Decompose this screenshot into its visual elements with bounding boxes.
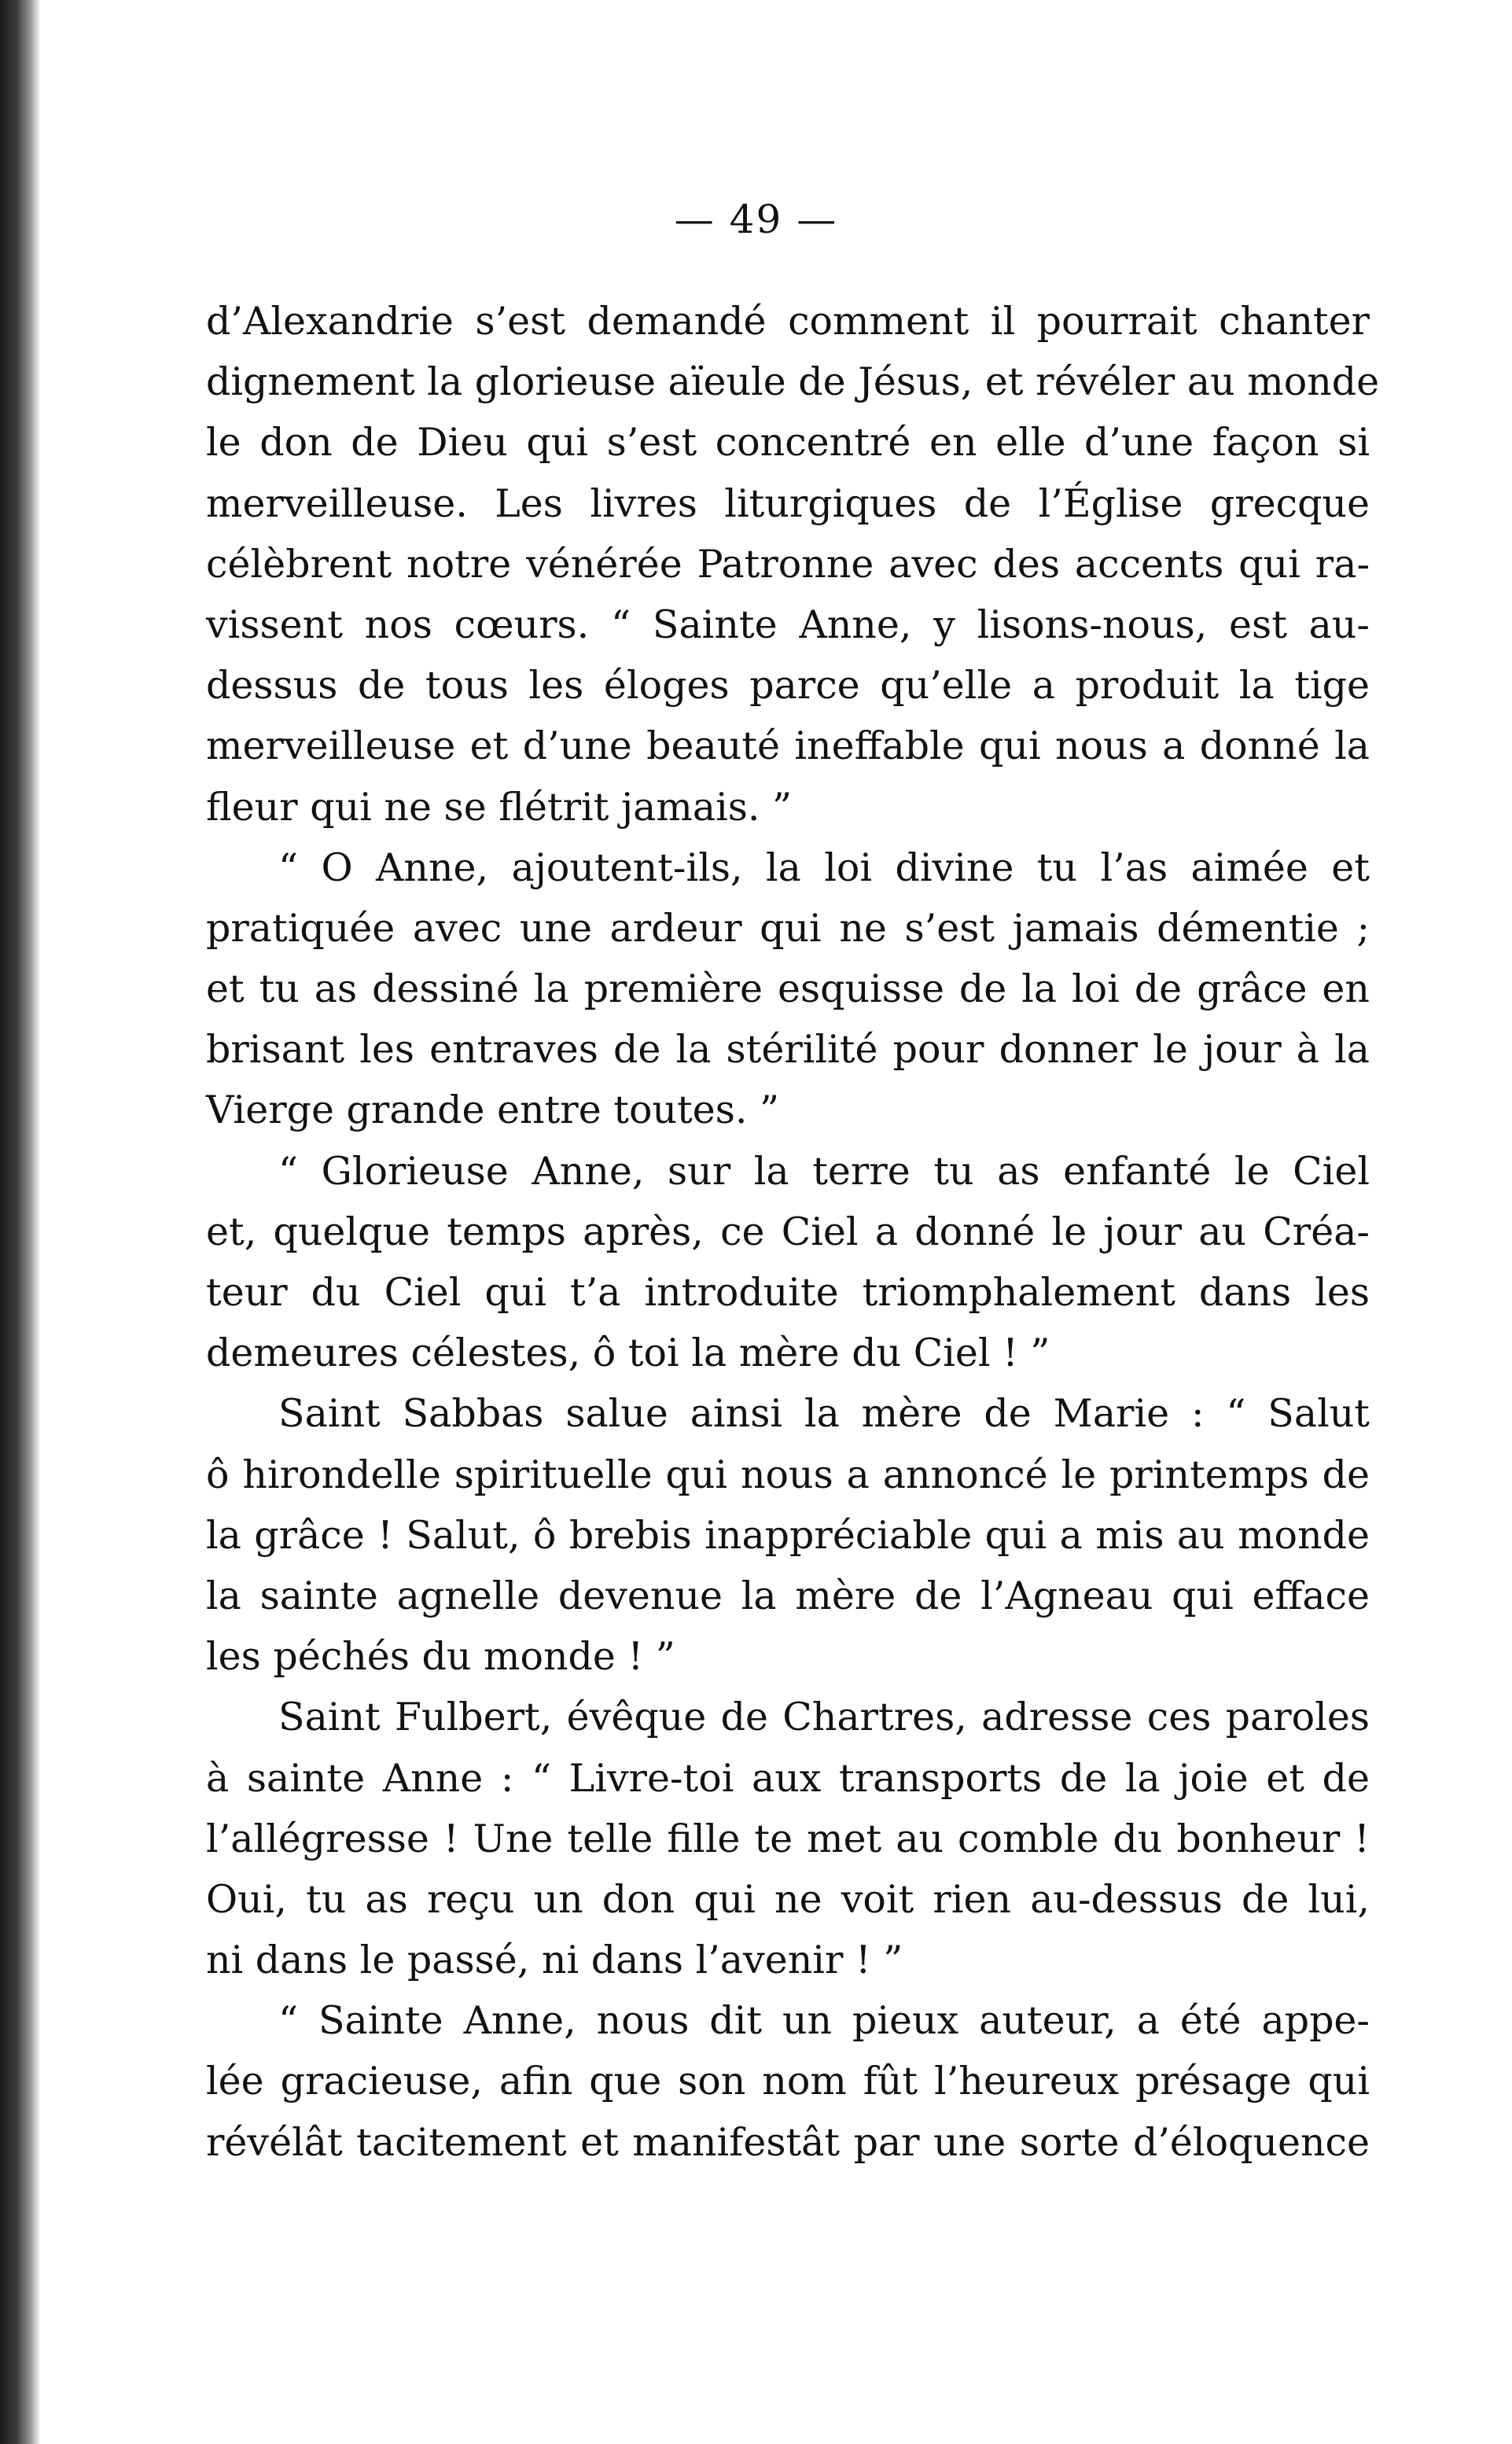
text-line: l’allégresse ! Une telle fille te met au comble du bonheur !: [206, 1816, 1370, 1861]
text-line: le don de Dieu qui s’est concentré en elle d’une façon si: [206, 420, 1370, 466]
text-line: lée gracieuse, afin que son nom fût l’heureux présage qui: [206, 2059, 1370, 2104]
text-line: dignement la glorieuse aïeule de Jésus, et révéler au monde: [206, 359, 1380, 405]
text-line: “ Glorieuse Anne, sur la terre tu as enfanté le Ciel: [278, 1148, 1370, 1194]
text-line: teur du Ciel qui t’a introduite triomphalement dans les: [206, 1270, 1370, 1315]
text-line: demeures célestes, ô toi la mère du Ciel ! ”: [206, 1331, 1050, 1376]
text-line: ô hirondelle spirituelle qui nous a annoncé le printemps de: [206, 1452, 1370, 1497]
text-line: “ Sainte Anne, nous dit un pieux auteur, a été appe-: [278, 1998, 1370, 2044]
text-line: pratiquée avec une ardeur qui ne s’est jamais démentie ;: [206, 905, 1370, 951]
text-line: et, quelque temps après, ce Ciel a donné le jour au Créa-: [206, 1209, 1370, 1254]
text-line: ni dans le passé, ni dans l’avenir ! ”: [206, 1938, 903, 1983]
body-text: [206, 291, 1380, 2173]
text-line: dessus de tous les éloges parce qu’elle a produit la tige: [206, 663, 1370, 709]
text-line: la sainte agnelle devenue la mère de l’Agneau qui efface: [206, 1573, 1370, 1618]
text-line: merveilleuse et d’une beauté ineffable qui nous a donné la: [206, 723, 1370, 769]
scan-binding-edge: [0, 0, 41, 2444]
text-line: brisant les entraves de la stérilité pour donner le jour à la: [206, 1027, 1370, 1073]
text-line: d’Alexandrie s’est demandé comment il pourrait chanter: [206, 299, 1370, 344]
text-line: vissent nos cœurs. “ Sainte Anne, y lisons-nous, est au-: [206, 602, 1370, 647]
text-line: Saint Sabbas salue ainsi la mère de Marie : “ Salut: [278, 1391, 1370, 1437]
text-line: “ O Anne, ajoutent-ils, la loi divine tu l’as aimée et: [278, 845, 1370, 890]
text-line: Saint Fulbert, évêque de Chartres, adresse ces paroles: [278, 1695, 1370, 1740]
text-line: célèbrent notre vénérée Patronne avec des accents qui ra-: [206, 541, 1370, 587]
text-line: les péchés du monde ! ”: [206, 1634, 675, 1680]
text-line: à sainte Anne : “ Livre-toi aux transports de la joie et de: [206, 1755, 1370, 1801]
text-line: révélât tacitement et manifestât par une sorte d’éloquence: [206, 2119, 1370, 2165]
page-number: — 49 —: [674, 197, 838, 242]
text-line: la grâce ! Salut, ô brebis inappréciable qui a mis au monde: [206, 1512, 1370, 1558]
text-line: et tu as dessiné la première esquisse de la loi de grâce en: [206, 966, 1370, 1012]
text-line: fleur qui ne se flétrit jamais. ”: [206, 784, 793, 830]
text-line: Vierge grande entre toutes. ”: [206, 1088, 780, 1133]
text-line: Oui, tu as reçu un don qui ne voit rien au-dessus de lui,: [206, 1876, 1370, 1922]
text-line: merveilleuse. Les livres liturgiques de l’Église grecque: [206, 480, 1370, 526]
